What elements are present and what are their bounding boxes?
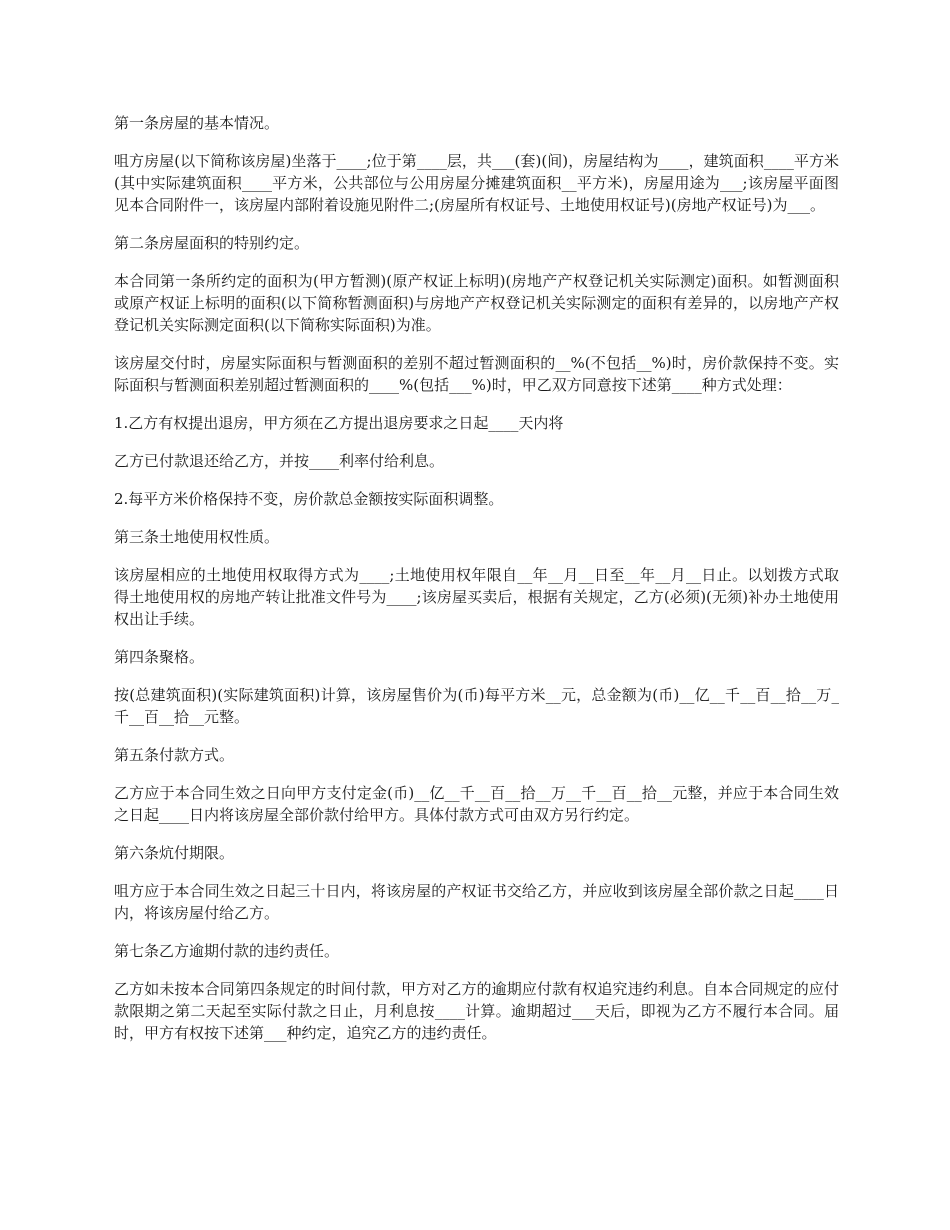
document-page [114,112,839,1060]
section-heading-2: 第二条房屋面积的特别约定。 [114,234,310,252]
paragraph-land-use: 该房屋相应的土地使用权取得方式为____;土地使用权年限自__年__月__日至__年__月__日止。以划拨方式取得土地使用权的房地产转让批准文件号为____;该房屋买卖后，根据有关规定，乙方(必须)(无须)补办土地使用权出让手续。 [114,566,839,628]
paragraph-area-difference: 该房屋交付时，房屋实际面积与暂测面积的差别不超过暂测面积的__%(不包括__%)时，房价款保持不变。实际面积与暂测面积差别超过暂测面积的____%(包括___%)时，甲乙双方同意按下述第____种方式处理： [114,354,839,394]
paragraph-area-agreement: 本合同第一条所约定的面积为(甲方暂测)(原产权证上标明)(房地产产权登记机关实际测定)面积。如暂测面积或原产权证上标明的面积(以下简称暂测面积)与房地产产权登记机关实际测定的面积有差异的，以房地产产权登记机关实际测定面积(以下简称实际面积)为准。 [114,272,839,334]
section-heading-1: 第一条房屋的基本情况。 [114,114,280,132]
paragraph-delivery: 咀方应于本合同生效之日起三十日内，将该房屋的产权证书交给乙方，并应收到该房屋全部价款之日起____日内，将该房屋付给乙方。 [114,882,839,922]
section-heading-6: 第六条炕付期限。 [114,844,235,862]
list-item-option-1: 1.乙方有权提出退房，甲方须在乙方提出退房要求之日起____天内将 [114,414,564,432]
paragraph-late-payment: 乙方如未按本合同第四条规定的时间付款，甲方对乙方的逾期应付款有权追究违约利息。自本合同规定的应付款限期之第二天起至实际付款之日止，月利息按____计算。逾期超过___天后，即视为乙方不履行本合同。届时，甲方有权按下述第___种约定，追究乙方的违约责任。 [114,980,839,1042]
paragraph-payment: 乙方应于本合同生效之日向甲方支付定金(币)__亿__千__百__拾__万__千__百__拾__元整，并应于本合同生效之日起____日内将该房屋全部价款付给甲方。具体付款方式可由双方另行约定。 [114,784,839,824]
section-heading-4: 第四条聚格。 [114,648,205,666]
list-item-option-1-continued: 乙方已付款退还给乙方，并按____利率付给利息。 [114,452,445,470]
section-heading-3: 第三条土地使用权性质。 [114,528,280,546]
list-item-option-2: 2.每平方米价格保持不变，房价款总金额按实际面积调整。 [114,490,504,508]
section-heading-5: 第五条付款方式。 [114,746,235,764]
section-heading-7: 第七条乙方逾期付款的违约责任。 [114,942,340,960]
paragraph-price: 按(总建筑面积)(实际建筑面积)计算，该房屋售价为(币)每平方米__元，总金额为(币)__亿__千__百__拾__万_千__百__拾__元整。 [114,686,839,726]
paragraph-basic-info: 咀方房屋(以下简称该房屋)坐落于____;位于第____层，共___(套)(间)，房屋结构为____，建筑面积____平方米(其中实际建筑面积____平方米，公共部位与公用房屋分摊建筑面积__平方米)，房屋用途为___;该房屋平面图见本合同附件一，该房屋内部附着设施见附件二;(房屋所有权证号、土地使用权证号)(房地产权证号)为___。 [114,152,839,214]
